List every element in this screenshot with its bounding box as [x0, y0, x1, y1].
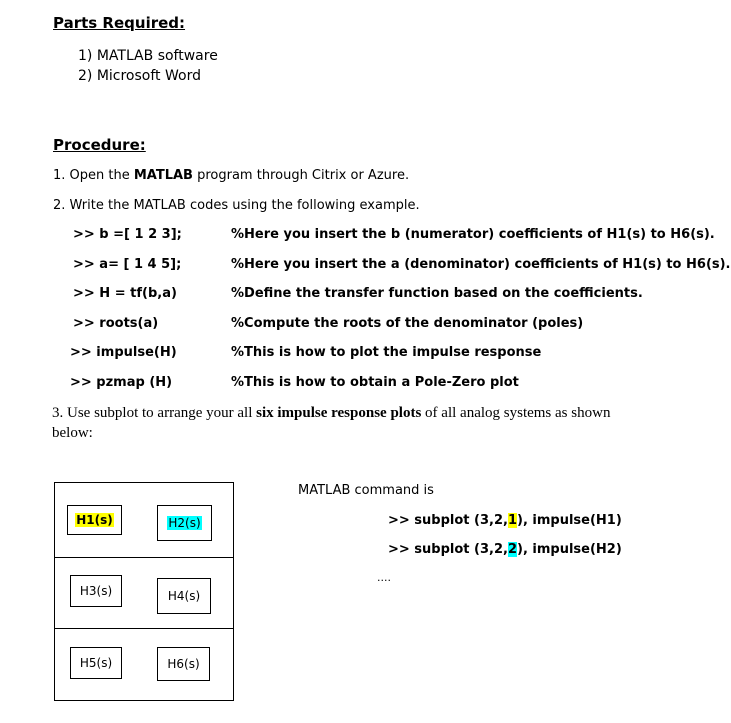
step-2: 2. Write the MATLAB codes using the following example. — [53, 198, 420, 213]
box-h4 — [157, 578, 211, 614]
box-h1-label: H1(s) — [76, 513, 113, 527]
step-1-suffix: program through Citrix or Azure. — [192, 168, 410, 183]
box-h1 — [67, 505, 122, 535]
line-1-post: ), impulse(H1) — [517, 513, 622, 528]
code-cmd-5: >> impulse(H) — [70, 345, 177, 360]
code-comment-5: %This is how to plot the impulse response — [231, 345, 542, 360]
code-cmd-1: >> b =[ 1 2 3]; — [73, 227, 182, 242]
box-h2 — [157, 505, 212, 541]
code-cmd-3: >> H = tf(b,a) — [73, 286, 177, 301]
box-h3-label: H3(s) — [79, 584, 113, 598]
parts-item-word: 2) Microsoft Word — [78, 68, 201, 84]
line-2-post: ), impulse(H2) — [517, 542, 622, 557]
step-1-prefix: 1. Open the — [53, 168, 134, 183]
box-h3 — [70, 575, 122, 607]
box-h5 — [70, 647, 122, 679]
step-3-prefix: 3. Use subplot to arrange your all — [52, 405, 257, 421]
step-3-suffix: of all analog systems as shown below: — [52, 405, 611, 441]
code-cmd-2: >> a= [ 1 4 5]; — [73, 257, 182, 272]
matlab-command-line-1 — [388, 513, 622, 528]
parts-heading: Parts Required: — [53, 14, 186, 32]
box-h2-label: H2(s) — [168, 516, 201, 530]
step-3-bold: six impulse response plots — [256, 405, 422, 421]
code-cmd-4: >> roots(a) — [73, 316, 159, 331]
step-1 — [53, 168, 409, 183]
code-comment-3: %Define the transfer function based on the coefficients. — [231, 286, 643, 301]
line-1-highlight: 1 — [507, 513, 517, 528]
matlab-command-line-2 — [388, 542, 622, 557]
step-3 — [52, 403, 644, 443]
code-comment-2: %Here you insert the a (denominator) coefficients of H1(s) to H6(s). — [231, 257, 731, 272]
matlab-command-title: MATLAB command is — [298, 483, 434, 498]
box-h6-label: H6(s) — [167, 657, 200, 671]
code-comment-4: %Compute the roots of the denominator (poles) — [231, 316, 584, 331]
step-1-bold: MATLAB — [133, 168, 193, 183]
box-h5-label: H5(s) — [79, 656, 113, 670]
matlab-command-ellipsis: .... — [377, 571, 391, 584]
parts-item-matlab: 1) MATLAB software — [78, 48, 218, 64]
box-h6 — [157, 647, 210, 681]
box-h4-label: H4(s) — [167, 589, 201, 603]
procedure-heading: Procedure: — [53, 136, 146, 154]
code-comment-6: %This is how to obtain a Pole-Zero plot — [231, 375, 519, 390]
line-1-pre: >> subplot (3,2, — [388, 513, 508, 528]
code-cmd-6: >> pzmap (H) — [70, 375, 173, 390]
line-2-highlight: 2 — [507, 542, 517, 557]
code-comment-1: %Here you insert the b (numerator) coefficients of H1(s) to H6(s). — [231, 227, 715, 242]
line-2-pre: >> subplot (3,2, — [388, 542, 508, 557]
